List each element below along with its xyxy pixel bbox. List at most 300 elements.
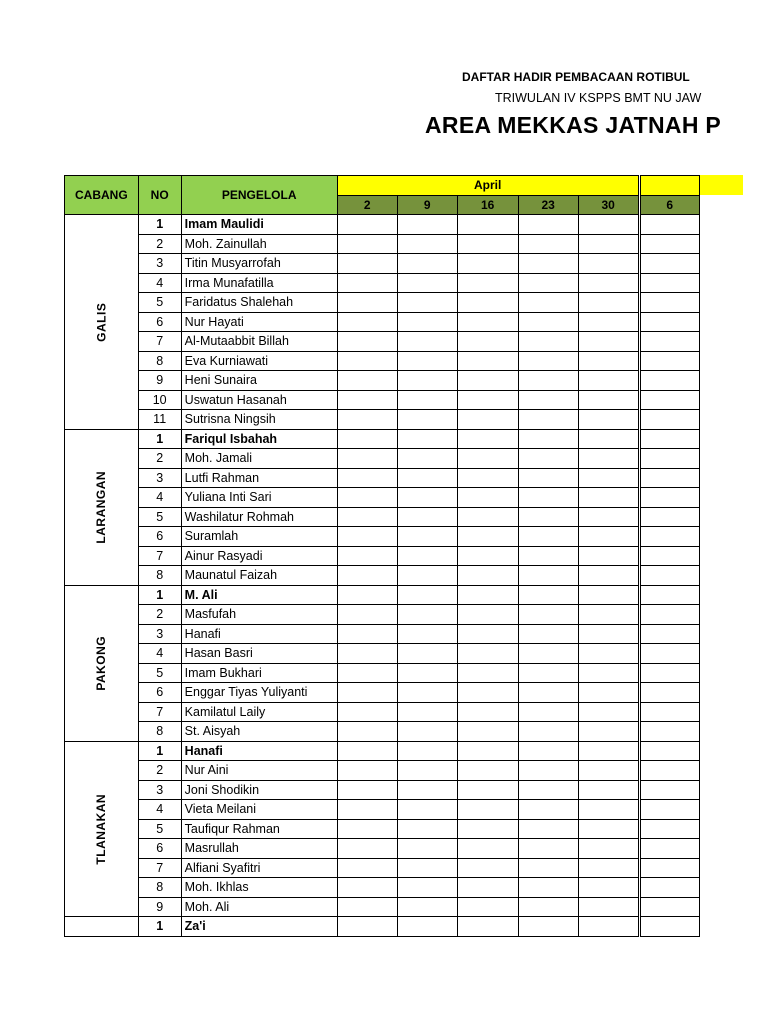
attendance-cell[interactable] (639, 605, 699, 625)
attendance-cell[interactable] (397, 780, 457, 800)
pengelola-name: Washilatur Rohmah (181, 507, 337, 527)
cabang-label: LARANGAN (94, 470, 109, 544)
attendance-cell[interactable] (457, 878, 518, 898)
attendance-cell[interactable] (397, 234, 457, 254)
attendance-cell[interactable] (639, 819, 699, 839)
attendance-table (64, 175, 700, 937)
attendance-cell[interactable] (518, 819, 578, 839)
attendance-cell[interactable] (639, 702, 699, 722)
attendance-cell[interactable] (639, 761, 699, 781)
attendance-cell[interactable] (337, 722, 397, 742)
attendance-cell[interactable] (639, 449, 699, 469)
attendance-cell[interactable] (337, 410, 397, 430)
attendance-cell[interactable] (639, 371, 699, 391)
attendance-cell[interactable] (337, 644, 397, 664)
attendance-cell[interactable] (397, 527, 457, 547)
row-number: 6 (138, 683, 181, 703)
attendance-cell[interactable] (457, 332, 518, 352)
attendance-cell[interactable] (578, 410, 639, 430)
table-row (65, 332, 700, 352)
attendance-cell[interactable] (337, 234, 397, 254)
attendance-cell[interactable] (337, 624, 397, 644)
attendance-cell[interactable] (397, 741, 457, 761)
attendance-cell[interactable] (578, 371, 639, 391)
row-number: 2 (138, 761, 181, 781)
pengelola-name: Lutfi Rahman (181, 468, 337, 488)
attendance-cell[interactable] (397, 644, 457, 664)
attendance-cell[interactable] (578, 585, 639, 605)
attendance-cell[interactable] (518, 800, 578, 820)
attendance-cell[interactable] (457, 468, 518, 488)
pengelola-name: Al-Mutaabbit Billah (181, 332, 337, 352)
cabang-label: TLANAKAN (94, 793, 109, 865)
attendance-cell[interactable] (578, 839, 639, 859)
attendance-cell[interactable] (337, 585, 397, 605)
attendance-cell[interactable] (518, 410, 578, 430)
pengelola-name: Nur Aini (181, 761, 337, 781)
attendance-cell[interactable] (518, 527, 578, 547)
attendance-cell[interactable] (518, 468, 578, 488)
attendance-cell[interactable] (337, 351, 397, 371)
attendance-cell[interactable] (578, 351, 639, 371)
table-row (65, 527, 700, 547)
attendance-cell[interactable] (518, 917, 578, 937)
attendance-cell[interactable] (337, 780, 397, 800)
attendance-cell[interactable] (397, 429, 457, 449)
attendance-cell[interactable] (397, 215, 457, 235)
attendance-cell[interactable] (457, 351, 518, 371)
row-number: 6 (138, 312, 181, 332)
attendance-cell[interactable] (518, 624, 578, 644)
attendance-cell[interactable] (639, 878, 699, 898)
pengelola-name: Sutrisna Ningsih (181, 410, 337, 430)
attendance-cell[interactable] (337, 897, 397, 917)
attendance-cell[interactable] (457, 390, 518, 410)
attendance-cell[interactable] (457, 312, 518, 332)
attendance-cell[interactable] (397, 878, 457, 898)
attendance-cell[interactable] (337, 488, 397, 508)
attendance-cell[interactable] (397, 273, 457, 293)
attendance-cell[interactable] (518, 585, 578, 605)
row-number: 7 (138, 332, 181, 352)
attendance-cell[interactable] (639, 527, 699, 547)
attendance-cell[interactable] (337, 449, 397, 469)
table-row (65, 449, 700, 469)
attendance-cell[interactable] (457, 761, 518, 781)
attendance-cell[interactable] (457, 839, 518, 859)
table-row (65, 429, 700, 449)
attendance-cell[interactable] (639, 839, 699, 859)
attendance-cell[interactable] (578, 527, 639, 547)
attendance-cell[interactable] (639, 566, 699, 586)
table-row (65, 722, 700, 742)
attendance-cell[interactable] (457, 566, 518, 586)
attendance-cell[interactable] (337, 878, 397, 898)
table-row (65, 839, 700, 859)
attendance-cell[interactable] (397, 468, 457, 488)
attendance-cell[interactable] (397, 585, 457, 605)
attendance-cell[interactable] (578, 449, 639, 469)
attendance-cell[interactable] (397, 546, 457, 566)
attendance-cell[interactable] (337, 254, 397, 274)
attendance-cell[interactable] (397, 917, 457, 937)
attendance-cell[interactable] (639, 215, 699, 235)
month-header-next (639, 176, 699, 196)
attendance-cell[interactable] (578, 819, 639, 839)
attendance-cell[interactable] (397, 722, 457, 742)
attendance-cell[interactable] (518, 312, 578, 332)
attendance-cell[interactable] (639, 234, 699, 254)
attendance-cell[interactable] (518, 605, 578, 625)
attendance-cell[interactable] (578, 293, 639, 313)
row-number: 2 (138, 234, 181, 254)
attendance-cell[interactable] (337, 215, 397, 235)
attendance-cell[interactable] (639, 546, 699, 566)
attendance-cell[interactable] (639, 468, 699, 488)
attendance-cell[interactable] (578, 332, 639, 352)
row-number: 3 (138, 468, 181, 488)
attendance-cell[interactable] (578, 566, 639, 586)
table-row (65, 566, 700, 586)
row-number: 1 (138, 741, 181, 761)
table-row (65, 917, 700, 937)
attendance-cell[interactable] (337, 839, 397, 859)
attendance-cell[interactable] (337, 312, 397, 332)
attendance-cell[interactable] (639, 293, 699, 313)
row-number: 5 (138, 663, 181, 683)
row-number: 8 (138, 722, 181, 742)
attendance-cell[interactable] (518, 429, 578, 449)
attendance-cell[interactable] (337, 566, 397, 586)
attendance-cell[interactable] (518, 780, 578, 800)
pengelola-name: Imam Bukhari (181, 663, 337, 683)
attendance-cell[interactable] (639, 624, 699, 644)
attendance-cell[interactable] (518, 332, 578, 352)
attendance-cell[interactable] (578, 722, 639, 742)
attendance-cell[interactable] (337, 702, 397, 722)
attendance-cell[interactable] (578, 234, 639, 254)
attendance-cell[interactable] (337, 546, 397, 566)
row-number: 4 (138, 488, 181, 508)
attendance-cell[interactable] (639, 429, 699, 449)
attendance-cell[interactable] (337, 858, 397, 878)
attendance-cell[interactable] (578, 215, 639, 235)
attendance-cell[interactable] (457, 527, 518, 547)
pengelola-name: Ainur Rasyadi (181, 546, 337, 566)
attendance-cell[interactable] (397, 410, 457, 430)
attendance-cell[interactable] (397, 858, 457, 878)
attendance-cell[interactable] (337, 761, 397, 781)
table-row (65, 663, 700, 683)
attendance-cell[interactable] (578, 800, 639, 820)
attendance-cell[interactable] (518, 741, 578, 761)
attendance-cell[interactable] (337, 663, 397, 683)
attendance-cell[interactable] (397, 293, 457, 313)
attendance-cell[interactable] (457, 644, 518, 664)
attendance-cell[interactable] (457, 254, 518, 274)
attendance-cell[interactable] (518, 702, 578, 722)
pengelola-name: Moh. Ali (181, 897, 337, 917)
pengelola-name: Irma Munafatilla (181, 273, 337, 293)
row-number: 3 (138, 624, 181, 644)
attendance-cell[interactable] (518, 683, 578, 703)
attendance-cell[interactable] (457, 488, 518, 508)
attendance-cell[interactable] (337, 390, 397, 410)
attendance-cell[interactable] (397, 663, 457, 683)
pengelola-name: Masfufah (181, 605, 337, 625)
attendance-cell[interactable] (397, 761, 457, 781)
table-row (65, 312, 700, 332)
attendance-cell[interactable] (397, 897, 457, 917)
column-header-no: NO (138, 176, 181, 215)
attendance-cell[interactable] (397, 819, 457, 839)
attendance-cell[interactable] (578, 780, 639, 800)
attendance-cell[interactable] (457, 897, 518, 917)
attendance-cell[interactable] (457, 429, 518, 449)
attendance-cell[interactable] (578, 273, 639, 293)
attendance-cell[interactable] (639, 585, 699, 605)
attendance-cell[interactable] (518, 897, 578, 917)
attendance-cell[interactable] (337, 741, 397, 761)
attendance-cell[interactable] (578, 702, 639, 722)
attendance-cell[interactable] (337, 800, 397, 820)
attendance-cell[interactable] (518, 449, 578, 469)
attendance-cell[interactable] (457, 410, 518, 430)
attendance-cell[interactable] (518, 858, 578, 878)
attendance-cell[interactable] (337, 527, 397, 547)
attendance-cell[interactable] (337, 468, 397, 488)
attendance-cell[interactable] (457, 722, 518, 742)
attendance-cell[interactable] (397, 683, 457, 703)
attendance-cell[interactable] (578, 663, 639, 683)
attendance-cell[interactable] (518, 234, 578, 254)
attendance-cell[interactable] (578, 312, 639, 332)
attendance-cell[interactable] (397, 312, 457, 332)
attendance-cell[interactable] (639, 507, 699, 527)
attendance-cell[interactable] (578, 741, 639, 761)
row-number: 2 (138, 449, 181, 469)
attendance-cell[interactable] (397, 488, 457, 508)
attendance-cell[interactable] (397, 605, 457, 625)
date-header: 6 (639, 195, 699, 215)
table-row (65, 488, 700, 508)
attendance-cell[interactable] (397, 624, 457, 644)
attendance-cell[interactable] (518, 293, 578, 313)
attendance-cell[interactable] (397, 254, 457, 274)
attendance-cell[interactable] (457, 702, 518, 722)
table-row (65, 819, 700, 839)
attendance-cell[interactable] (337, 273, 397, 293)
table-row (65, 624, 700, 644)
attendance-cell[interactable] (457, 917, 518, 937)
pengelola-name: Yuliana Inti Sari (181, 488, 337, 508)
attendance-cell[interactable] (457, 293, 518, 313)
table-row (65, 585, 700, 605)
attendance-cell[interactable] (639, 273, 699, 293)
attendance-cell[interactable] (397, 332, 457, 352)
table-row (65, 215, 700, 235)
attendance-cell[interactable] (639, 390, 699, 410)
attendance-cell[interactable] (457, 780, 518, 800)
attendance-cell[interactable] (518, 878, 578, 898)
table-row (65, 273, 700, 293)
attendance-cell[interactable] (457, 605, 518, 625)
attendance-cell[interactable] (457, 663, 518, 683)
attendance-cell[interactable] (518, 507, 578, 527)
attendance-cell[interactable] (518, 663, 578, 683)
attendance-cell[interactable] (639, 312, 699, 332)
row-number: 4 (138, 644, 181, 664)
attendance-cell[interactable] (397, 351, 457, 371)
attendance-cell[interactable] (578, 390, 639, 410)
table-row (65, 351, 700, 371)
row-number: 3 (138, 780, 181, 800)
attendance-cell[interactable] (457, 273, 518, 293)
attendance-cell[interactable] (518, 273, 578, 293)
table-row (65, 234, 700, 254)
table-row (65, 293, 700, 313)
row-number: 1 (138, 585, 181, 605)
attendance-cell[interactable] (518, 351, 578, 371)
attendance-cell[interactable] (457, 741, 518, 761)
attendance-cell[interactable] (639, 741, 699, 761)
attendance-cell[interactable] (578, 683, 639, 703)
attendance-cell[interactable] (639, 858, 699, 878)
attendance-cell[interactable] (337, 293, 397, 313)
attendance-cell[interactable] (457, 585, 518, 605)
attendance-cell[interactable] (457, 800, 518, 820)
attendance-cell[interactable] (639, 800, 699, 820)
attendance-cell[interactable] (639, 897, 699, 917)
attendance-cell[interactable] (518, 488, 578, 508)
attendance-cell[interactable] (457, 507, 518, 527)
attendance-cell[interactable] (457, 215, 518, 235)
attendance-cell[interactable] (457, 234, 518, 254)
attendance-cell[interactable] (578, 429, 639, 449)
attendance-cell[interactable] (578, 644, 639, 664)
attendance-cell[interactable] (337, 917, 397, 937)
row-number: 11 (138, 410, 181, 430)
attendance-cell[interactable] (578, 546, 639, 566)
pengelola-name: Imam Maulidi (181, 215, 337, 235)
attendance-cell[interactable] (457, 371, 518, 391)
attendance-cell[interactable] (397, 800, 457, 820)
attendance-cell[interactable] (457, 449, 518, 469)
attendance-cell[interactable] (397, 449, 457, 469)
attendance-cell[interactable] (397, 839, 457, 859)
header-row-month (65, 176, 700, 196)
table-row (65, 605, 700, 625)
sheet-title-line1: DAFTAR HADIR PEMBACAAN ROTIBUL (462, 70, 690, 84)
attendance-cell[interactable] (639, 254, 699, 274)
attendance-cell[interactable] (397, 702, 457, 722)
attendance-cell[interactable] (518, 390, 578, 410)
attendance-cell[interactable] (337, 683, 397, 703)
attendance-cell[interactable] (337, 371, 397, 391)
attendance-cell[interactable] (578, 605, 639, 625)
attendance-cell[interactable] (639, 332, 699, 352)
attendance-cell[interactable] (639, 644, 699, 664)
attendance-cell[interactable] (518, 254, 578, 274)
attendance-cell[interactable] (578, 897, 639, 917)
pengelola-name: Hasan Basri (181, 644, 337, 664)
attendance-cell[interactable] (337, 332, 397, 352)
attendance-cell[interactable] (397, 507, 457, 527)
date-header: 30 (578, 195, 639, 215)
attendance-cell[interactable] (639, 410, 699, 430)
table-row (65, 546, 700, 566)
attendance-cell[interactable] (578, 507, 639, 527)
attendance-cell[interactable] (457, 858, 518, 878)
attendance-cell[interactable] (518, 566, 578, 586)
pengelola-name: Faridatus Shalehah (181, 293, 337, 313)
attendance-cell[interactable] (578, 254, 639, 274)
table-row (65, 897, 700, 917)
date-header: 2 (337, 195, 397, 215)
cabang-label: PAKONG (94, 635, 109, 691)
row-number: 6 (138, 839, 181, 859)
attendance-cell[interactable] (518, 644, 578, 664)
pengelola-name: Za'i (181, 917, 337, 937)
attendance-cell[interactable] (457, 624, 518, 644)
attendance-cell[interactable] (397, 390, 457, 410)
attendance-cell[interactable] (639, 780, 699, 800)
attendance-cell[interactable] (578, 761, 639, 781)
attendance-cell[interactable] (337, 507, 397, 527)
attendance-cell[interactable] (518, 722, 578, 742)
date-header: 23 (518, 195, 578, 215)
attendance-cell[interactable] (397, 371, 457, 391)
attendance-cell[interactable] (518, 546, 578, 566)
date-header: 16 (457, 195, 518, 215)
attendance-cell[interactable] (518, 839, 578, 859)
table-row (65, 683, 700, 703)
attendance-cell[interactable] (337, 605, 397, 625)
attendance-cell[interactable] (518, 761, 578, 781)
pengelola-name: M. Ali (181, 585, 337, 605)
pengelola-name: Masrullah (181, 839, 337, 859)
attendance-cell[interactable] (578, 878, 639, 898)
pengelola-name: Moh. Zainullah (181, 234, 337, 254)
attendance-cell[interactable] (639, 917, 699, 937)
attendance-cell[interactable] (518, 215, 578, 235)
table-row (65, 254, 700, 274)
pengelola-name: Fariqul Isbahah (181, 429, 337, 449)
attendance-table-body (65, 215, 700, 937)
sheet-title-area: AREA MEKKAS JATNAH P (425, 112, 722, 138)
attendance-cell[interactable] (639, 351, 699, 371)
sheet-title-line2: TRIWULAN IV KSPPS BMT NU JAW (495, 91, 702, 105)
attendance-cell[interactable] (337, 819, 397, 839)
attendance-cell[interactable] (578, 488, 639, 508)
row-number: 6 (138, 527, 181, 547)
attendance-cell[interactable] (457, 683, 518, 703)
attendance-cell[interactable] (639, 683, 699, 703)
attendance-cell[interactable] (578, 917, 639, 937)
attendance-cell[interactable] (518, 371, 578, 391)
table-row (65, 780, 700, 800)
attendance-cell[interactable] (337, 429, 397, 449)
attendance-cell[interactable] (578, 858, 639, 878)
attendance-cell[interactable] (397, 566, 457, 586)
attendance-cell[interactable] (457, 819, 518, 839)
attendance-cell[interactable] (639, 722, 699, 742)
attendance-cell[interactable] (578, 624, 639, 644)
attendance-cell[interactable] (639, 488, 699, 508)
attendance-cell[interactable] (639, 663, 699, 683)
attendance-cell[interactable] (578, 468, 639, 488)
attendance-cell[interactable] (457, 546, 518, 566)
